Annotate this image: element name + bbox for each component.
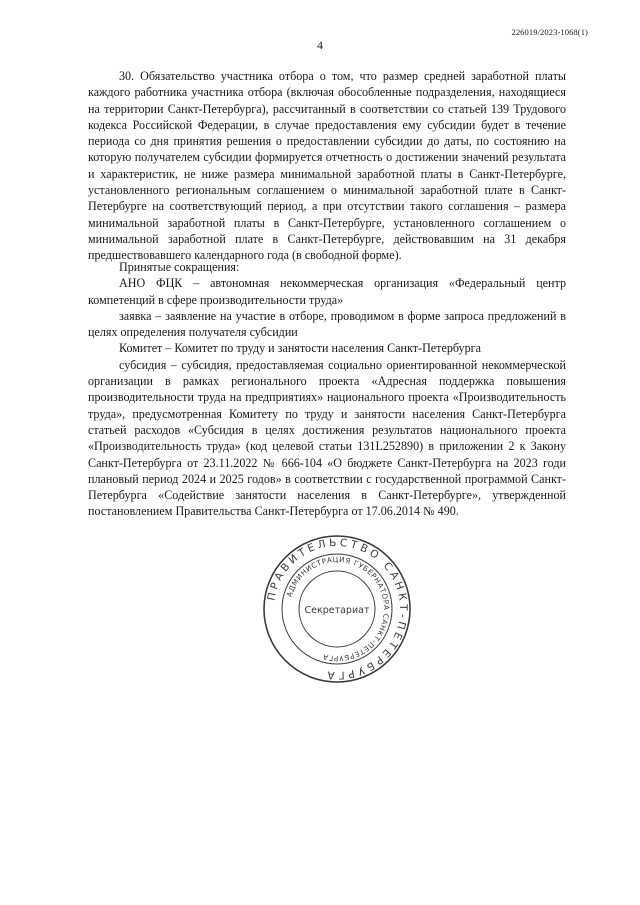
paragraph-30 — [88, 68, 566, 264]
seal-center-text: Секретариат — [304, 605, 370, 616]
paragraph-30-text: 30. Обязательство участника отбора о том, что размер средней заработной платы каждого работника участника отбора (включая обособленные подразделения, находящиеся на территории Санкт-Петербурга), рассчитанный в соответствии со статьей 139 Трудового кодекса Российской Федерации, в случае предоставления ему субсидии будет в течение периода со дня принятия решения о предоставлении субсидии до даты, по состоянию на которую получателем субсидии формируется отчетность о достижении значений результата и характеристик, не ниже размера минимальной заработной платы в Санкт-Петербурге, установленного региональным соглашением о минимальной заработной плате в Санкт-Петербурге на соответствующий период, а при отсутствии такого соглашения – размера минимальной заработной платы в Санкт-Петербурге, установленного соглашением о минимальной заработной плате в Санкт-Петербурге, действовавшим на 31 декабря предшествовавшего календарного года (в свободной форме). — [88, 69, 566, 263]
abbreviations-section — [88, 259, 566, 520]
seal-middle-text-path: АДМИНИСТРАЦИЯ ГУБЕРНАТОРА САНКТ-ПЕТЕРБУРГА — [284, 554, 392, 664]
abbreviation-item: АНО ФЦК – автономная некоммерческая организация «Федеральный центр компетенций в сфере производительности труда» — [88, 276, 566, 307]
seal-graphic — [262, 534, 412, 684]
page-number: 4 — [317, 38, 323, 52]
abbreviation-item: субсидия – субсидия, предоставляемая социально ориентированной некоммерческой организации в рамках регионального проекта «Адресная поддержка повышения производительности труда на предприятиях» национального проекта «Производительность труда», предусмотренная Комитету по труду и занятости населения Санкт-Петербурга статьей расходов «Субсидия в целях достижения результатов национального проекта «Производительность труда» (код целевой статьи 131L252890) в приложении 2 к Закону Санкт-Петербурга от 23.11.2022 № 666-104 «О бюджете Санкт-Петербурга на 2023 годи плановый период 2024 и 2025 годов» в соответствии с государственной программой Санкт-Петербурга «Содействие занятости населения в Санкт-Петербурге», утвержденной постановлением Правительства Санкт-Петербурга от 17.06.2014 № 490. — [88, 357, 566, 519]
abbreviations-title: Принятые сокращения: — [119, 260, 240, 274]
abbreviation-item: Комитет – Комитет по труду и занятости населения Санкт-Петербурга — [119, 341, 481, 356]
document-number: 226019/2023-1068(1) — [511, 27, 588, 37]
abbreviation-item: заявка – заявление на участие в отборе, проводимом в форме запроса предложений в целях определения получателя субсидии — [88, 308, 566, 340]
seal-outer-text-path: ПРАВИТЕЛЬСТВО САНКТ-ПЕТЕРБУРГА — [265, 536, 410, 682]
official-seal-stamp — [262, 534, 412, 684]
